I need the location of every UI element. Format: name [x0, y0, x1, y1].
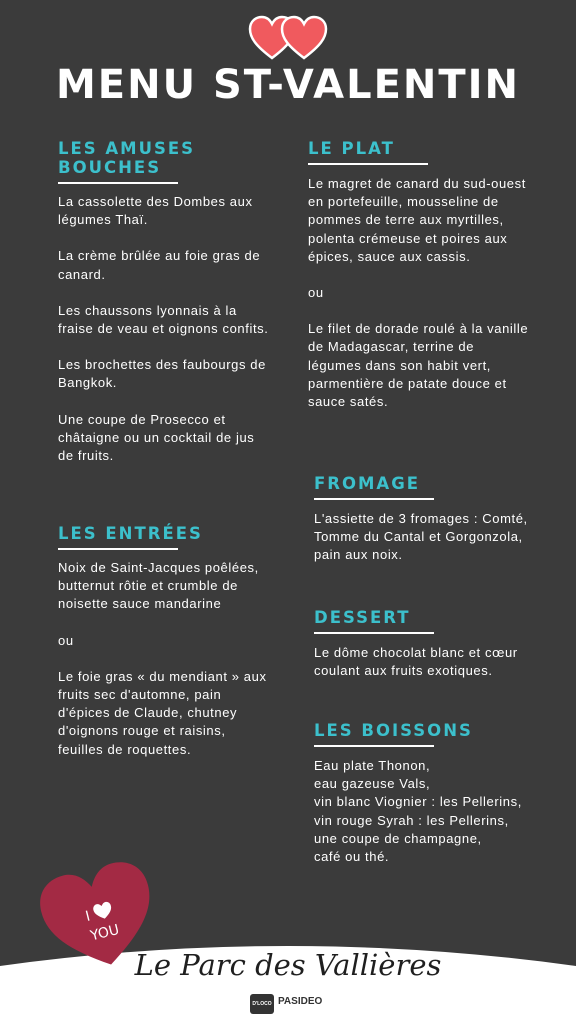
section-entrees: [58, 524, 273, 777]
section-divider: [314, 745, 434, 747]
section-boissons: [314, 721, 569, 884]
section-title: LES BOISSONS: [314, 721, 473, 740]
menu-item: ou: [308, 285, 324, 301]
menu-item: L'assiette de 3 fromages : Comté, Tomme du Cantal et Gorgonzola, pain aux noix.: [314, 511, 528, 563]
menu-item: ou: [58, 632, 74, 648]
menu-item: La cassolette des Dombes aux légumes Thaï.: [58, 194, 253, 228]
menu-item: Le foie gras « du mendiant » aux fruits sec d'automne, pain d'épices de Claude, chutney d'oignons rouge et raisins, feuilles de roquettes.: [58, 668, 267, 757]
section-le-plat: [308, 139, 530, 429]
section-title: LES AMUSES BOUCHES: [58, 139, 196, 177]
menu-item: Une coupe de Prosecco et châtaigne ou un cocktail de jus de fruits.: [58, 411, 255, 464]
section-divider: [58, 182, 178, 184]
menu-item: Les chaussons lyonnais à la fraise de veau et oignons confits.: [58, 302, 269, 337]
section-amuses-bouches: [58, 139, 273, 483]
section-divider: [308, 163, 428, 165]
menu-item: Le magret de canard du sud-ouest en portefeuille, mousseline de pommes de terre aux myrtilles, polenta crémeuse et poires aux épices, sauce aux cassis.: [308, 176, 526, 264]
menu-item: Noix de Saint-Jacques poêlées, butternut rôtie et crumble de noisette sauce mandarine: [58, 560, 259, 612]
section-dessert: [314, 608, 528, 698]
menu-item: Eau plate Thonon, eau gazeuse Vals, vin blanc Viognier : les Pellerins, vin rouge Syrah : les Pellerins, une coupe de champagne, café ou thé.: [314, 758, 522, 865]
heart-text-i: I: [83, 908, 92, 925]
page-title: MENU ST-VALENTIN: [55, 62, 521, 108]
section-fromage: [314, 474, 528, 583]
menu-item: La crème brûlée au foie gras de canard.: [58, 248, 261, 282]
heart-text-you: YOU: [88, 921, 121, 945]
brand-name: Le Parc des Vallières: [134, 948, 442, 982]
menu-item: Le dôme chocolat blanc et cœur coulant aux fruits exotiques.: [314, 645, 518, 679]
pasideo-logo: PASIDEO: [278, 996, 323, 1007]
loco-logo: D'LOCO: [250, 994, 274, 1014]
menu-item: Les brochettes des faubourgs de Bangkok.: [58, 357, 266, 391]
section-title: LE PLAT: [308, 139, 395, 158]
menu-item: Le filet de dorade roulé à la vanille de Madagascar, terrine de légumes dans son habit vert, parmentière de patate douce et sauce satés.: [308, 321, 529, 410]
partner-logos: [250, 994, 340, 1016]
section-divider: [58, 548, 178, 550]
section-divider: [314, 498, 434, 500]
hearts-icon: [248, 14, 330, 62]
section-title: LES ENTRÉES: [58, 524, 203, 543]
section-title: FROMAGE: [314, 474, 421, 493]
section-title: DESSERT: [314, 608, 411, 627]
section-divider: [314, 632, 434, 634]
